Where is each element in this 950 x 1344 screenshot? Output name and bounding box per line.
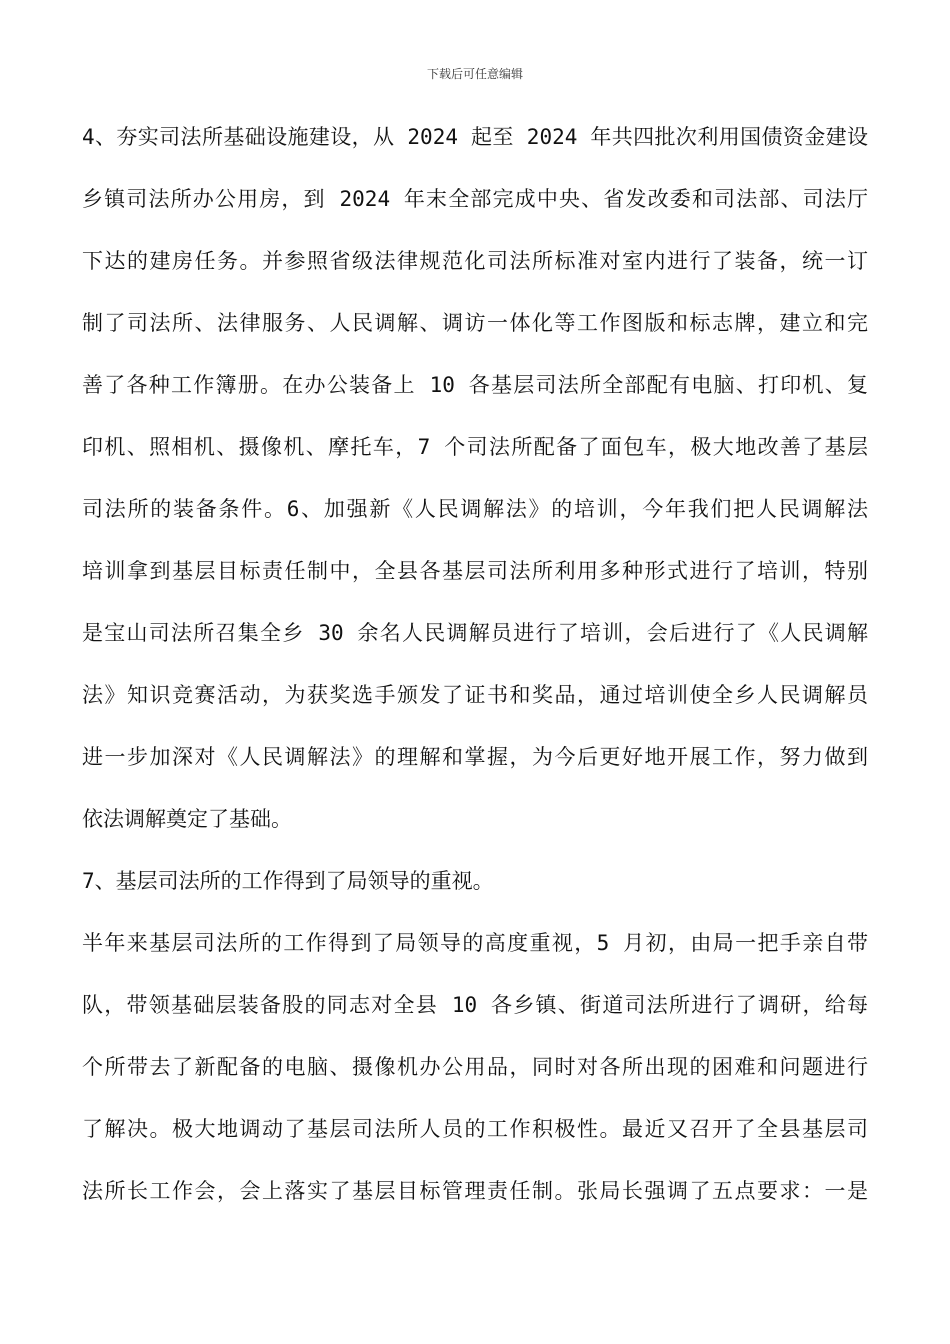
text-line: 4、夯实司法所基础设施建设，从 2024 起至 2024 年共四批次利用国债资金建设: [82, 125, 868, 149]
text-line: 了解决。极大地调动了基层司法所人员的工作积极性。最近又召开了全县基层司: [82, 1117, 868, 1141]
text-line: 是宝山司法所召集全乡 30 余名人民调解员进行了培训，会后进行了《人民调解: [82, 621, 868, 645]
text-line: 依法调解奠定了基础。: [82, 807, 292, 831]
section-heading: 7、基层司法所的工作得到了局领导的重视。: [82, 869, 494, 893]
text-line: 培训拿到基层目标责任制中，全县各基层司法所利用多种形式进行了培训，特别: [82, 559, 868, 583]
page-header: 下载后可任意编辑: [426, 67, 523, 81]
text-line: 队，带领基础层装备股的同志对全县 10 各乡镇、街道司法所进行了调研，给每: [82, 993, 868, 1017]
text-line: 法所长工作会，会上落实了基层目标管理责任制。张局长强调了五点要求：一是: [82, 1179, 868, 1203]
text-line: 乡镇司法所办公用房，到 2024 年末全部完成中央、省发改委和司法部、司法厅: [82, 187, 868, 211]
text-line: 个所带去了新配备的电脑、摄像机办公用品，同时对各所出现的困难和问题进行: [82, 1055, 868, 1079]
text-line: 进一步加深对《人民调解法》的理解和掌握，为今后更好地开展工作，努力做到: [82, 745, 868, 769]
text-line: 半年来基层司法所的工作得到了局领导的高度重视，5 月初，由局一把手亲自带: [82, 931, 868, 955]
text-line: 法》知识竞赛活动，为获奖选手颁发了证书和奖品，通过培训使全乡人民调解员: [82, 683, 868, 707]
text-line: 印机、照相机、摄像机、摩托车，7 个司法所配备了面包车，极大地改善了基层: [82, 435, 868, 459]
text-line: 司法所的装备条件。6、加强新《人民调解法》的培训，今年我们把人民调解法: [82, 497, 868, 521]
text-line: 制了司法所、法律服务、人民调解、调访一体化等工作图版和标志牌，建立和完: [82, 311, 868, 335]
text-line: 下达的建房任务。并参照省级法律规范化司法所标准对室内进行了装备，统一订: [82, 249, 868, 273]
text-line: 善了各种工作簿册。在办公装备上 10 各基层司法所全部配有电脑、打印机、复: [82, 373, 868, 397]
